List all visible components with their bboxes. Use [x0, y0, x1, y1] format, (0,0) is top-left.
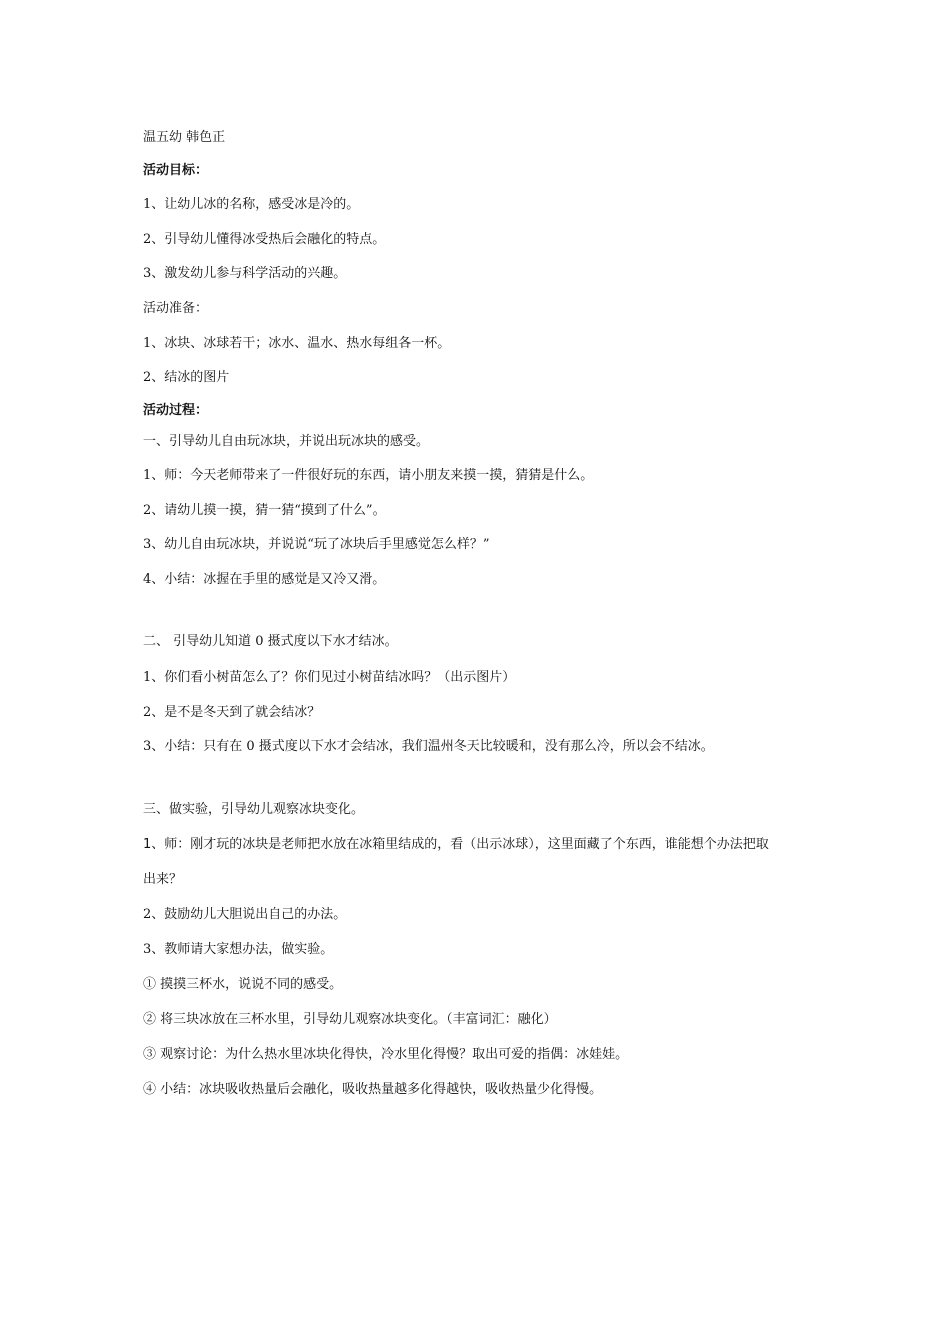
part2-item-3: 3、小结：只有在 0 摄式度以下水才会结冰，我们温州冬天比较暖和，没有那么冷，所以会不结冰。 [143, 739, 714, 754]
author-line: 温五幼 韩色正 [143, 130, 226, 145]
part3-item-1-line-1: 1、师：刚才玩的冰块是老师把水放在冰箱里结成的，看（出示冰球），这里面藏了个东西，谁能想个办法把取 [143, 837, 769, 852]
part3-item-1-line-2: 出来？ [143, 872, 183, 887]
part3-title: 三、做实验，引导幼儿观察冰块变化。 [143, 802, 365, 817]
part3-item-2: 2、鼓励幼儿大胆说出自己的办法。 [143, 907, 347, 922]
process-heading: 活动过程： [143, 403, 209, 418]
part1-title: 一、引导幼儿自由玩冰块，并说出玩冰块的感受。 [143, 434, 430, 449]
goals-heading: 活动目标： [143, 163, 209, 178]
prep-item-2: 2、结冰的图片 [143, 370, 230, 385]
part1-item-3: 3、幼儿自由玩冰块，并说说“玩了冰块后手里感觉怎么样？” [143, 537, 490, 552]
part2-item-1: 1、你们看小树苗怎么了？你们见过小树苗结冰吗？（出示图片） [143, 670, 516, 685]
part2-title: 二、 引导幼儿知道 0 摄式度以下水才结冰。 [143, 634, 398, 649]
part3-item-3: 3、教师请大家想办法，做实验。 [143, 942, 334, 957]
part2-item-2: 2、是不是冬天到了就会结冰？ [143, 705, 321, 720]
goal-item-1: 1、让幼儿冰的名称，感受冰是冷的。 [143, 197, 360, 212]
part1-item-4: 4、小结：冰握在手里的感觉是又冷又滑。 [143, 572, 386, 587]
part1-item-2: 2、请幼儿摸一摸，猜一猜“摸到了什么”。 [143, 503, 386, 518]
part3-step-3: ③ 观察讨论：为什么热水里冰块化得快，冷水里化得慢？取出可爱的指偶：冰娃娃。 [143, 1047, 629, 1062]
part3-step-1: ① 摸摸三杯水，说说不同的感受。 [143, 977, 343, 992]
part3-step-4: ④ 小结：冰块吸收热量后会融化，吸收热量越多化得越快，吸收热量少化得慢。 [143, 1082, 603, 1097]
goal-item-3: 3、激发幼儿参与科学活动的兴趣。 [143, 266, 347, 281]
prep-item-1: 1、冰块、冰球若干；冰水、温水、热水每组各一杯。 [143, 336, 451, 351]
goal-item-2: 2、引导幼儿懂得冰受热后会融化的特点。 [143, 232, 386, 247]
part3-step-2: ② 将三块冰放在三杯水里，引导幼儿观察冰块变化。（丰富词汇：融化） [143, 1012, 557, 1027]
part1-item-1: 1、师：今天老师带来了一件很好玩的东西，请小朋友来摸一摸，猜猜是什么。 [143, 468, 594, 483]
prep-heading: 活动准备： [143, 301, 209, 316]
